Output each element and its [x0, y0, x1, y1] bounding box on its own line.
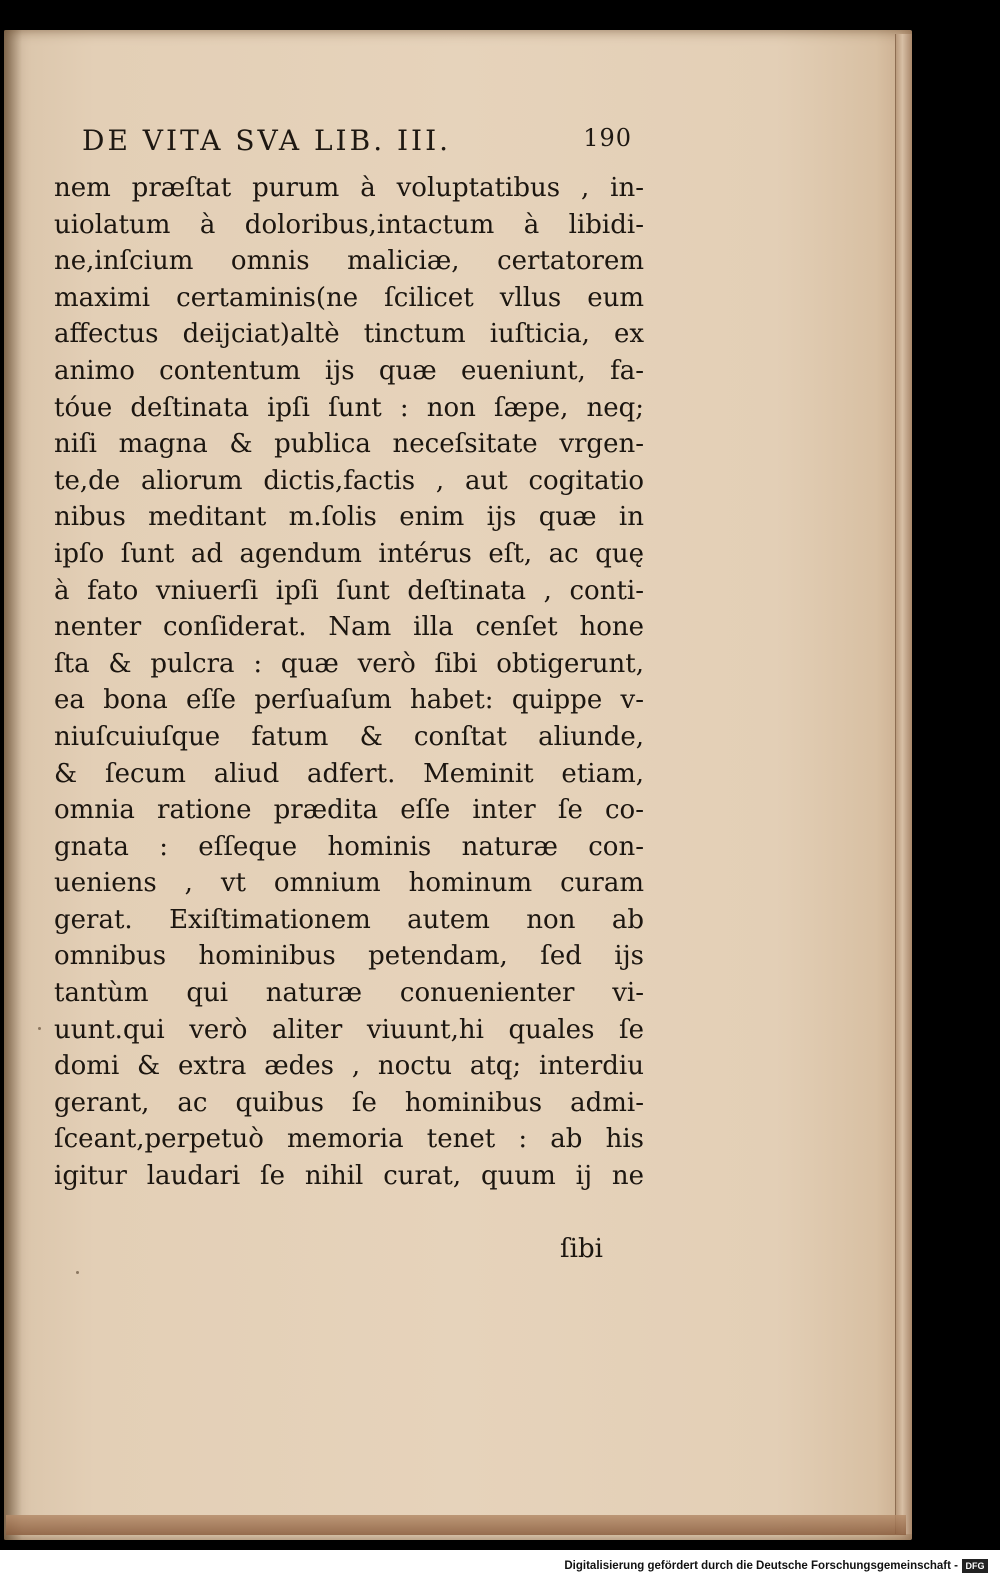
page-number: 190 [583, 124, 632, 152]
page-bottom-edge [6, 1515, 906, 1535]
text-line: ipſo ſunt ad agendum intérus eſt, ac quę [54, 538, 644, 569]
text-line: ueniens , vt omnium hominum curam [54, 868, 644, 899]
text-line: tantùm qui naturæ conuenienter vi- [54, 978, 644, 1009]
text-line: ea bona eſſe perſuaſum habet: quippe v- [54, 685, 644, 716]
text-line: nibus meditant m.ſolis enim ijs quæ in [54, 502, 644, 533]
text-line: omnia ratione prædita eſſe inter ſe co- [54, 795, 644, 826]
dfg-logo: DFG [962, 1559, 988, 1573]
text-line: igitur laudari ſe nihil curat, quum ij ne [54, 1161, 644, 1192]
text-line: gerant, ac quibus ſe hominibus admi- [54, 1087, 644, 1118]
text-line: ne,inſcium omnis maliciæ, certatorem [54, 246, 644, 277]
text-line: gerat. Exiſtimationem autem non ab [54, 904, 644, 935]
gutter-shadow [4, 30, 22, 1540]
text-line: uiolatum à doloribus,intactum à libidi- [54, 209, 644, 240]
body-text [54, 170, 644, 1195]
text-line: gnata : eſſeque hominis naturæ con- [54, 831, 644, 862]
text-line: animo contentum ijs quæ eueniunt, fa- [54, 355, 644, 386]
paper-speck [76, 1271, 79, 1274]
text-line: nem præſtat purum à voluptatibus , in- [54, 173, 644, 203]
text-line: & ſecum aliud adfert. Meminit etiam, [54, 758, 644, 789]
text-line: niſi magna & publica neceſsitate vrgen- [54, 429, 644, 460]
text-line: tóue deſtinata ipſi ſunt : non ſæpe, neq; [54, 392, 644, 423]
text-line: uunt.qui verò aliter viuunt,hi quales ſe [54, 1014, 644, 1045]
text-line: omnibus hominibus petendam, ſed ijs [54, 941, 644, 972]
text-line: affectus deijciat)altè tinctum iuſticia, ex [54, 319, 644, 350]
page-edge [895, 34, 912, 1534]
text-line: maximi certaminis(ne ſcilicet vllus eum [54, 282, 644, 313]
text-line: niuſcuiuſque fatum & conſtat aliunde, [54, 721, 644, 752]
text-line: ſceant,perpetuò memoria tenet : ab his [54, 1124, 644, 1155]
text-line: te,de aliorum dictis,factis , aut cogitatio [54, 465, 644, 496]
text-line: domi & extra ædes , noctu atq; interdiu [54, 1051, 644, 1082]
running-title: DE VITA SVA LIB. III. [82, 124, 452, 157]
funding-credit: Digitalisierung gefördert durch die Deutsche Forschungsgemeinschaft - [564, 1560, 958, 1572]
paper-speck [38, 1027, 41, 1030]
catchword: ſibi [560, 1234, 603, 1264]
text-line: à fato vniuerſi ipſi ſunt deſtinata , conti- [54, 575, 644, 606]
footer-bar [0, 1550, 1000, 1583]
text-line: ſta & pulcra : quæ verò ſibi obtigerunt, [54, 648, 644, 679]
text-line: nenter conſiderat. Nam illa cenſet hone [54, 612, 644, 643]
page-header [82, 124, 642, 164]
